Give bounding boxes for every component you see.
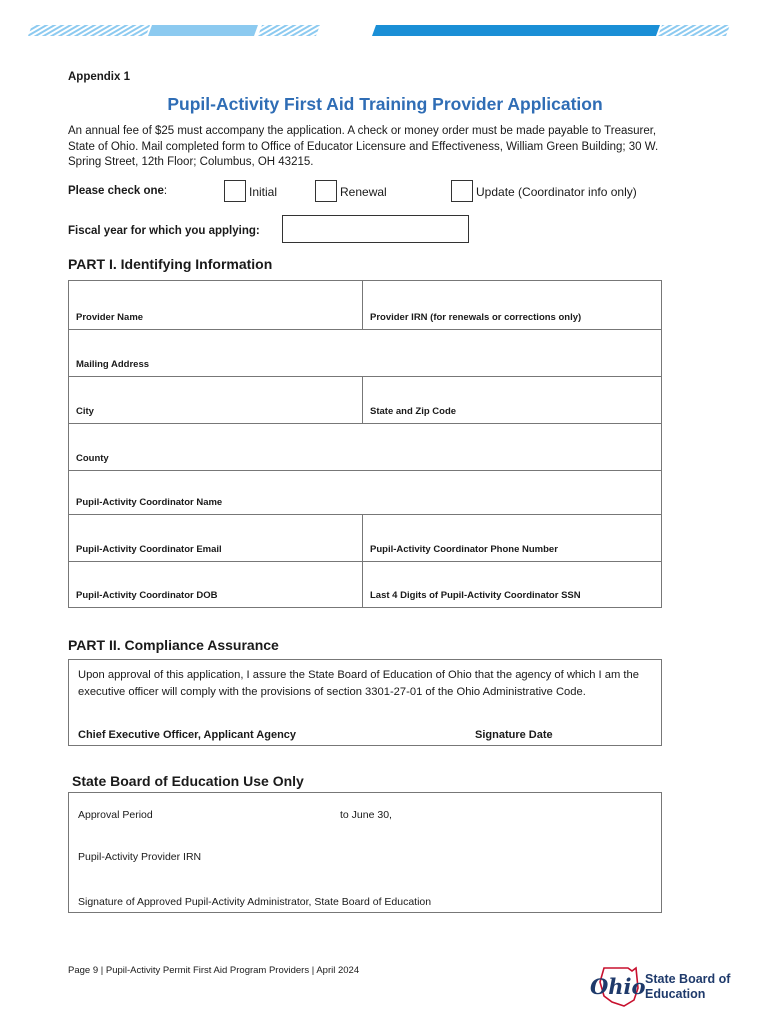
- logo-line1: State Board of: [645, 972, 731, 986]
- coordinator-dob-label: Pupil-Activity Coordinator DOB: [76, 590, 218, 601]
- initial-option-label: Initial: [249, 185, 278, 199]
- update-checkbox[interactable]: [451, 180, 473, 202]
- update-option-label: Update (Coordinator info only): [476, 185, 637, 199]
- coordinator-ssn-field[interactable]: [362, 562, 661, 607]
- appendix-label: Appendix 1: [68, 71, 130, 83]
- identifying-info-table: [68, 280, 662, 608]
- coordinator-name-label: Pupil-Activity Coordinator Name: [76, 497, 223, 508]
- banner-hatch-right: [658, 25, 730, 36]
- coordinator-email-field[interactable]: [69, 515, 362, 561]
- compliance-box: [68, 659, 662, 746]
- to-june-label: to June 30,: [340, 809, 392, 821]
- fiscal-year-input[interactable]: [282, 215, 469, 243]
- coordinator-phone-label: Pupil-Activity Coordinator Phone Number: [370, 544, 558, 555]
- signature-date-label: Signature Date: [475, 729, 553, 741]
- part1-heading: PART I. Identifying Information: [68, 256, 273, 272]
- mailing-address-label: Mailing Address: [76, 359, 150, 370]
- banner-hatch-left: [28, 25, 150, 36]
- check-one-text: Please check one: [68, 185, 164, 197]
- table-row: [69, 376, 661, 423]
- state-zip-label: State and Zip Code: [370, 406, 457, 417]
- provider-irn-sbe-label: Pupil-Activity Provider IRN: [78, 851, 202, 863]
- banner-light-segment: [148, 25, 258, 36]
- city-field[interactable]: [69, 377, 362, 423]
- coordinator-dob-field[interactable]: [69, 562, 362, 607]
- provider-name-label: Provider Name: [76, 312, 144, 323]
- provider-irn-label: Provider IRN (for renewals or corrections only): [370, 312, 582, 323]
- table-row: [69, 281, 661, 329]
- renewal-option-label: Renewal: [340, 185, 387, 199]
- renewal-checkbox[interactable]: [315, 180, 337, 202]
- coordinator-ssn-label: Last 4 Digits of Pupil-Activity Coordinator SSN: [370, 590, 581, 601]
- approval-period-label: Approval Period: [78, 809, 153, 821]
- county-label: County: [76, 453, 109, 464]
- coordinator-name-field[interactable]: [69, 471, 661, 514]
- sbe-heading: State Board of Education Use Only: [72, 773, 304, 789]
- table-row: [69, 329, 661, 376]
- table-row: [69, 514, 661, 561]
- provider-irn-field[interactable]: [362, 281, 661, 329]
- administrator-signature-label: Signature of Approved Pupil-Activity Administrator, State Board of Education: [78, 896, 432, 908]
- mailing-address-field[interactable]: [69, 330, 661, 376]
- logo-line2: Education: [645, 987, 706, 1001]
- header-banner: [0, 0, 770, 40]
- check-one-label: [68, 185, 167, 197]
- initial-checkbox[interactable]: [224, 180, 246, 202]
- check-one-colon: :: [163, 185, 168, 197]
- city-label: City: [76, 406, 94, 417]
- intro-paragraph: An annual fee of $25 must accompany the application. A check or money order must be made payable to Treasurer, State of Ohio. Mail completed form to Office of Educator Licensure and Effectiveness, William Green Building; 30 W. Spring Street, 12th Floor; Columbus, OH 43215.: [68, 125, 659, 168]
- sbe-use-box: [68, 792, 662, 913]
- page-footer: Page 9 | Pupil-Activity Permit First Aid Program Providers | April 2024: [68, 965, 360, 976]
- part2-heading: PART II. Compliance Assurance: [68, 637, 279, 653]
- banner-hatch-mid: [258, 25, 320, 36]
- banner-dark-segment: [372, 25, 660, 36]
- table-row: [69, 470, 661, 514]
- state-zip-field[interactable]: [362, 377, 661, 423]
- ceo-signature-label: Chief Executive Officer, Applicant Agency: [78, 729, 297, 741]
- fiscal-year-label: Fiscal year for which you applying:: [68, 225, 260, 237]
- table-row: [69, 561, 661, 607]
- compliance-text: Upon approval of this application, I assure the State Board of Education of Ohio that the agency of which I am the executive officer will comply with the provisions of section 3301-27-01 of the Ohio Administrative Code.: [78, 669, 639, 698]
- provider-name-field[interactable]: [69, 281, 362, 329]
- page-title: Pupil-Activity First Aid Training Provider Application: [167, 94, 603, 114]
- county-field[interactable]: [69, 424, 661, 470]
- coordinator-email-label: Pupil-Activity Coordinator Email: [76, 544, 222, 555]
- ohio-script-text: Ohio: [590, 974, 646, 999]
- coordinator-phone-field[interactable]: [362, 515, 661, 561]
- table-row: [69, 423, 661, 470]
